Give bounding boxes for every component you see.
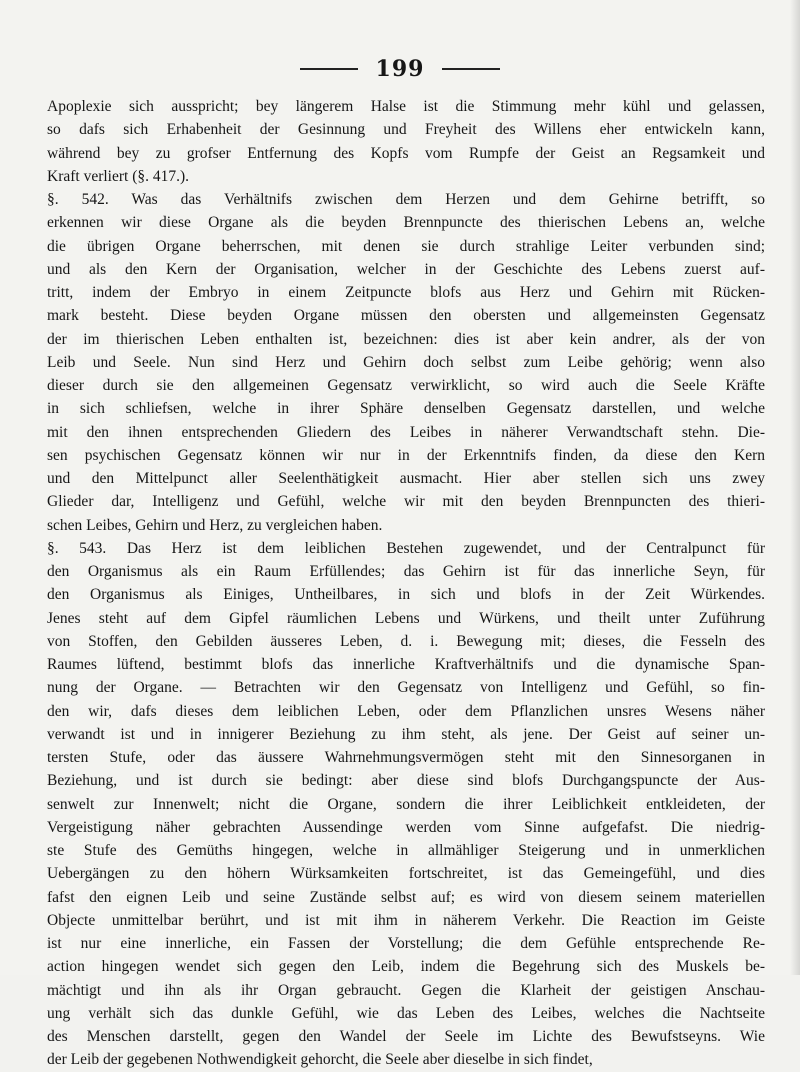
text-line: ste Stufe des Gemüths hingegen, welche in allmähliger Steigerung und in unmerklichen [47, 842, 765, 859]
text-line: den Organismus als ein Raum Erfüllendes; das Gehirn ist für das innerliche Seyn, für [47, 563, 765, 580]
body-text [47, 95, 765, 1072]
text-line: Raumes lüftend, bestimmt blofs das innerliche Kraftverhältnifs und die dynamische Span- [47, 656, 765, 673]
page-edge-shadow [790, 0, 800, 975]
text-line: senwelt zur Innenwelt; nicht die Organe, sondern die ihrer Leiblichkeit entkleideten, der [47, 795, 765, 813]
text-line: Leib und Seele. Nun sind Herz und Gehirn doch selbst zum Leibe gehörig; wenn also [47, 353, 765, 371]
text-line: so dafs sich Erhabenheit der Gesinnung und Freyheit des Willens eher entwickeln kann, [47, 121, 765, 139]
text-line: mark besteht. Diese beyden Organe müssen den obersten und allgemeinsten Gegensatz [47, 307, 765, 325]
text-line: erkennen wir diese Organe als die beyden Brennpuncte des thierischen Lebens an, welche [47, 214, 765, 232]
text-line: nung der Organe. — Betrachten wir den Gegensatz von Intelligenz und Gefühl, so fin- [47, 679, 765, 697]
text-line: tersten Stufe, oder das äussere Wahrnehmungsvermögen steht mit den Sinnesorganen in [47, 749, 765, 766]
running-header [0, 54, 800, 84]
text-line: Vergeistigung näher gebrachten Aussendinge werden vom Sinne aufgefafst. Die niedrig- [47, 818, 765, 836]
text-line: schen Leibes, Gehirn und Herz, zu vergleichen haben. [47, 516, 383, 534]
text-line: den Organismus als Einiges, Untheilbares, in sich und blofs in der Zeit Würkendes. [47, 586, 765, 604]
text-line: Objecte unmittelbar berührt, und ist mit ihm in näherem Verkehr. Die Reaction im Geiste [47, 911, 765, 929]
text-line: in sich schliefsen, welche in ihrer Sphäre denselben Gegensatz darstellen, und welche [47, 400, 765, 418]
text-line: §. 542. Was das Verhältnifs zwischen dem Herzen und dem Gehirne betrifft, so [47, 191, 765, 208]
text-line: während bey zu grofser Entfernung des Kopfs vom Rumpfe der Geist an Regsamkeit und [47, 144, 765, 162]
header-rule-left [300, 68, 358, 70]
text-line: den wir, dafs dieses dem leiblichen Leben, oder dem Pflanzlichen unsres Wesens näher [47, 702, 765, 720]
paragraph-continuation [47, 95, 765, 188]
text-line: tritt, indem der Embryo in einem Zeitpuncte blofs aus Herz und Gehirn mit Rücken- [47, 284, 765, 301]
text-line: der im thierischen Leben enthalten ist, bezeichnen: dies ist aber kein andrer, als der von [47, 330, 765, 348]
text-line: ist nur eine innerliche, ein Fassen der Vorstellung; die dem Gefühle entsprechende Re- [47, 935, 765, 952]
text-line: dieser durch sie den allgemeinen Gegensatz verwirklicht, so wird auch die Seele Kräfte [47, 377, 765, 394]
page-number: 199 [375, 56, 425, 82]
header-rule-right [442, 68, 500, 70]
text-line: die übrigen Organe beherrschen, mit denen sie durch strahlige Leiter verbunden sind; [47, 237, 765, 255]
text-line: Apoplexie sich ausspricht; bey längerem Halse ist die Stimmung mehr kühl und gelassen, [47, 98, 765, 115]
text-line: der Leib der gegebenen Nothwendigkeit gehorcht, die Seele aber dieselbe in sich findet, [47, 1051, 593, 1069]
text-line: und als den Kern der Organisation, welcher in der Geschichte des Lebens zuerst auf- [47, 260, 765, 278]
text-line: von Stoffen, den Gebilden äusseres Leben, d. i. Bewegung mit; dieses, die Fesseln des [47, 632, 765, 650]
text-line: verwandt ist und in innigerer Beziehung zu ihm steht, als jene. Der Geist auf seiner un- [47, 725, 765, 743]
text-line: §. 543. Das Herz ist dem leiblichen Bestehen zugewendet, und der Centralpunct für [47, 539, 765, 557]
text-line: fafst den eignen Leib und seine Zustände selbst auf; es wird von diesem seinem materiellen [47, 888, 765, 906]
text-line: Uebergängen zu den höhern Würksamkeiten fortschreitet, ist das Gemeingefühl, und dies [47, 865, 765, 883]
text-line: Jenes steht auf dem Gipfel räumlichen Lebens und Würkens, und theilt unter Zuführung [47, 609, 765, 627]
text-line: Kraft verliert (§. 417.). [47, 167, 190, 185]
text-line: und den Mittelpunct aller Seelenthätigkeit ausmacht. Hier aber stellen sich uns zwey [47, 470, 765, 487]
text-line: Glieder dar, Intelligenz und Gefühl, welche wir mit den beyden Brennpuncten des thieri- [47, 493, 765, 511]
text-line: mächtigt und ihn als ihr Organ gebraucht. Gegen die Klarheit der geistigen Anschau- [47, 981, 765, 999]
paragraph-section-543 [47, 537, 765, 1072]
text-line: ung verhält sich das dunkle Gefühl, wie das Leben des Leibes, welches die Nachtseite [47, 1004, 765, 1022]
text-line: mit den ihnen entsprechenden Gliedern des Leibes in näherer Verwandtschaft stehn. Die- [47, 423, 765, 441]
text-line: action hingegen wendet sich gegen den Leib, indem die Begehrung sich des Muskels be- [47, 958, 765, 976]
text-line: Beziehung, und ist durch sie bedingt: aber diese sind blofs Durchgangspuncte der Aus- [47, 772, 765, 790]
text-line: des Menschen darstellt, gegen den Wandel der Seele im Lichte des Bewufstseyns. Wie [47, 1028, 765, 1045]
paragraph-section-542 [47, 188, 765, 537]
text-line: sen psychischen Gegensatz können wir nur in der Erkenntnifs finden, da diese den Kern [47, 446, 765, 464]
